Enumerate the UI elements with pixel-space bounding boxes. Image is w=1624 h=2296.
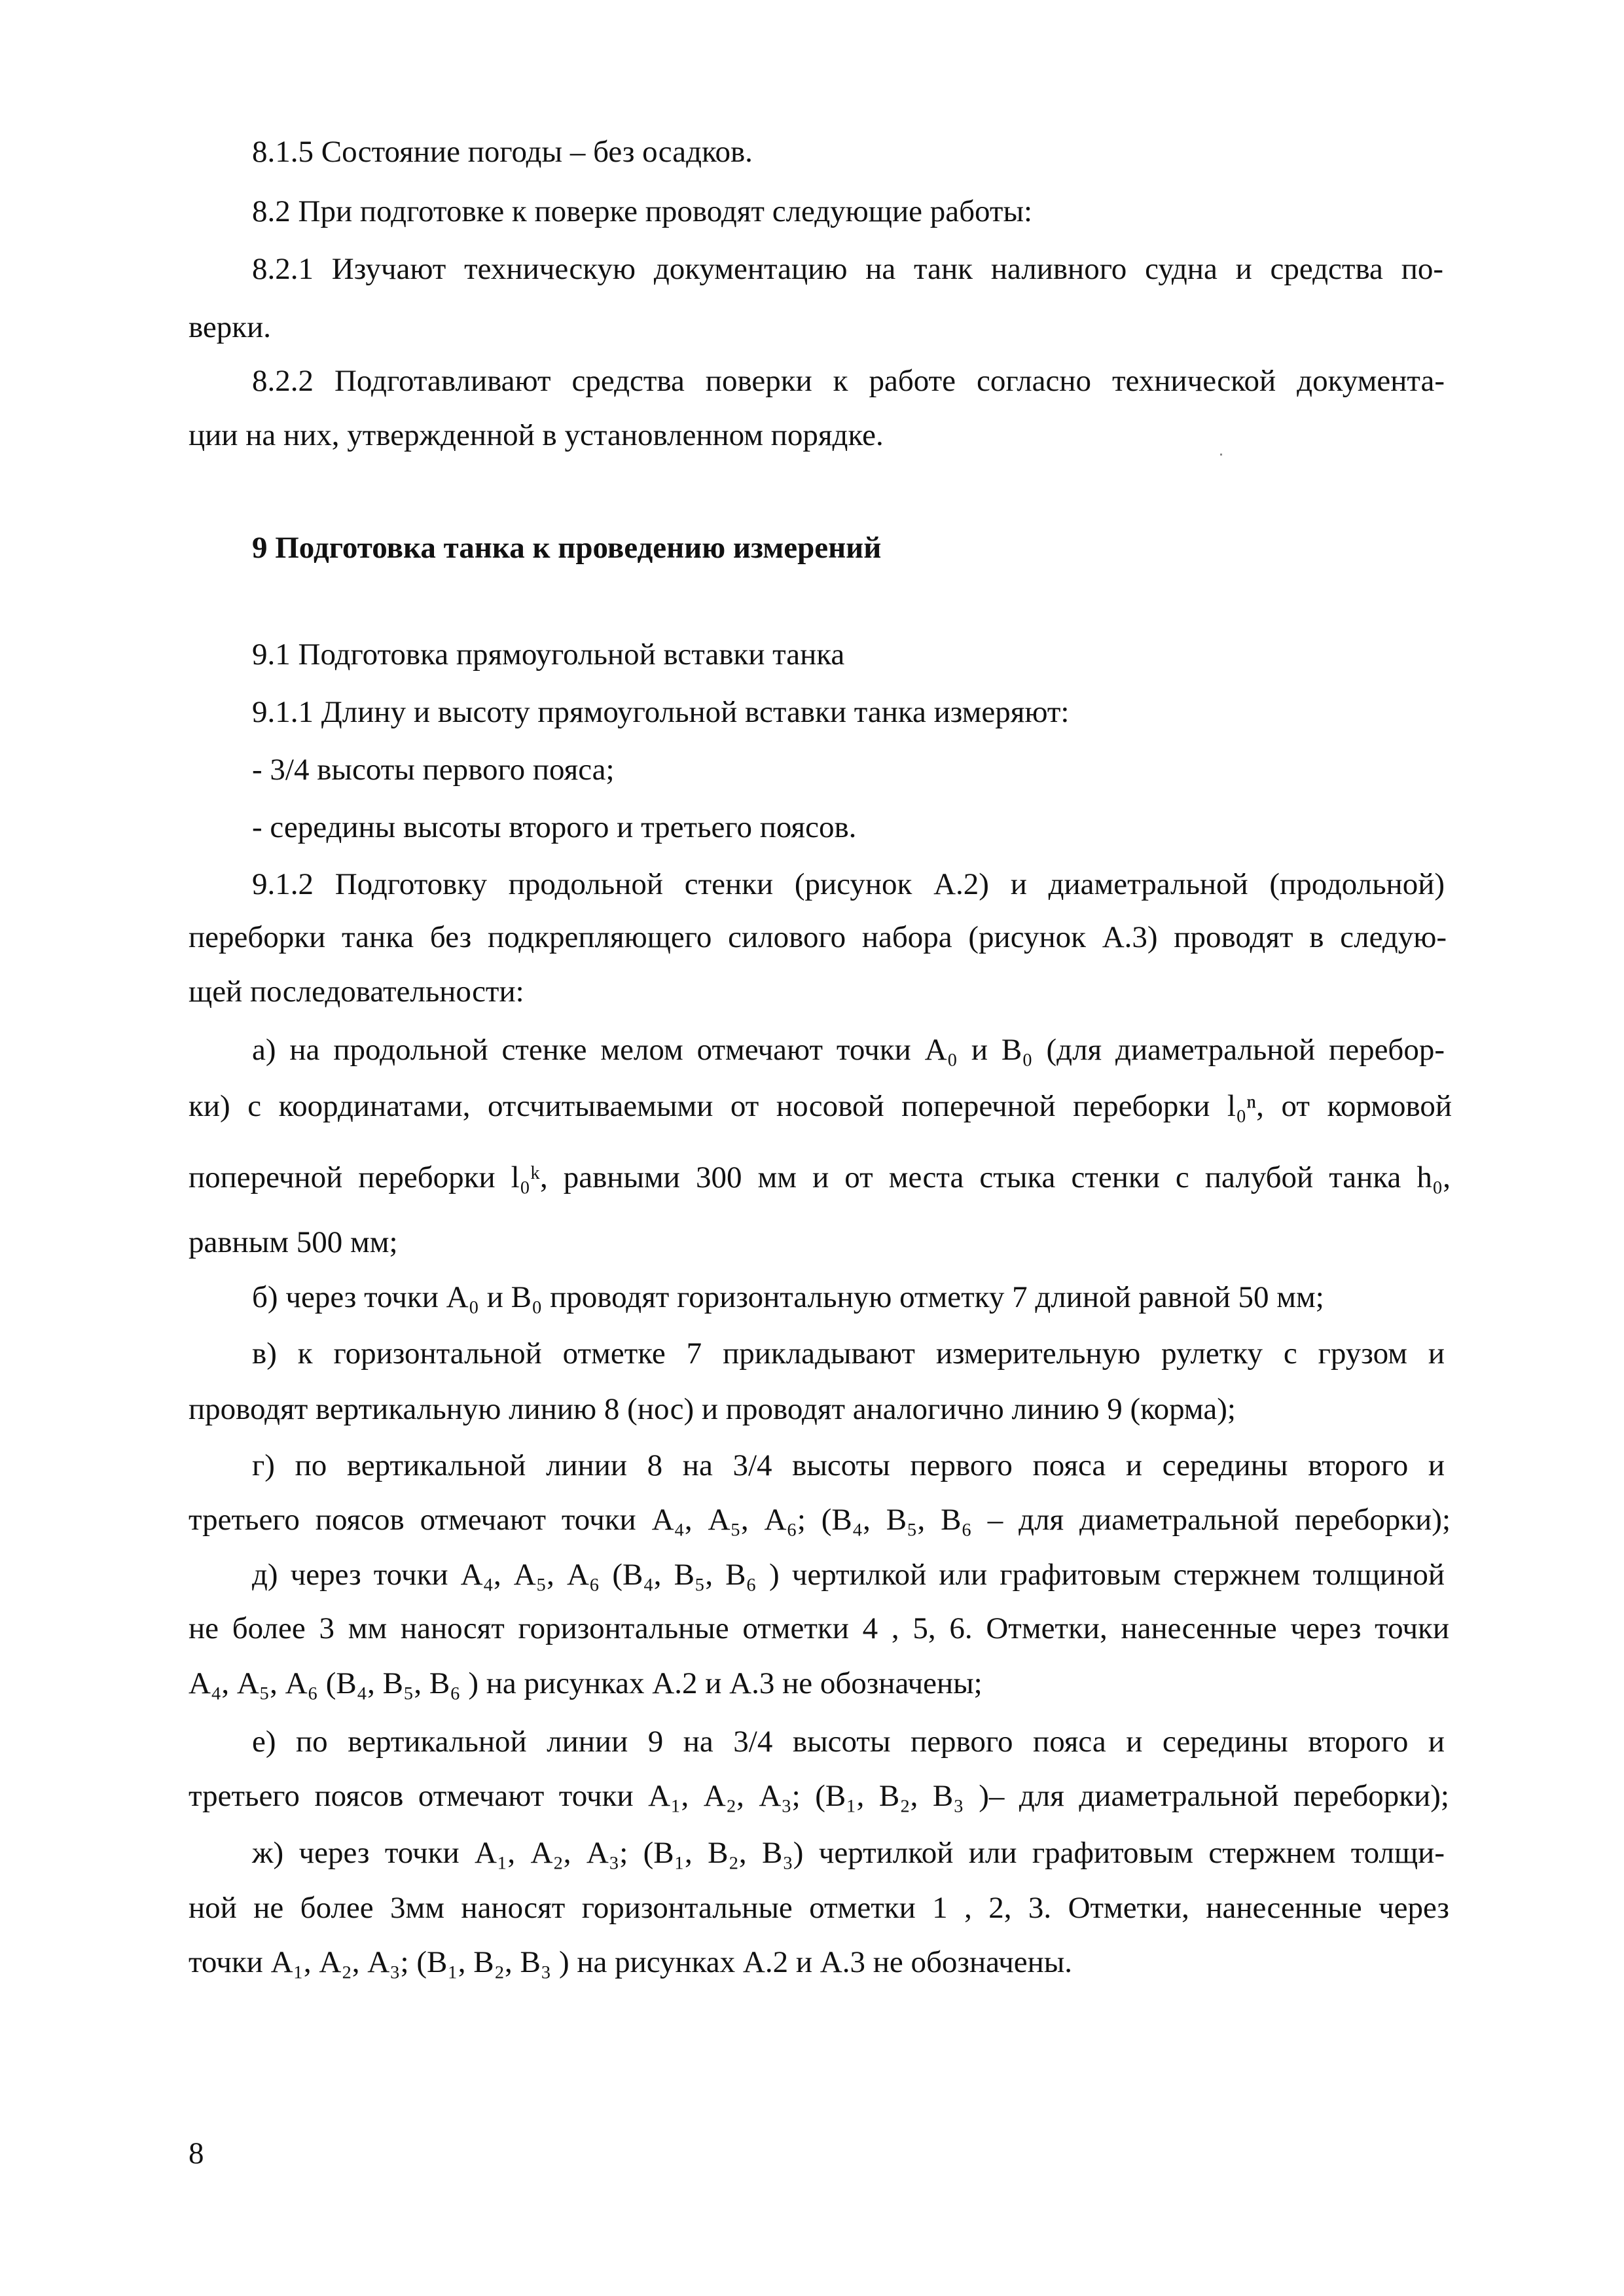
item-zh-line-1: ж) через точки А₁, А₂, А₃; (В₁, В₂, В₃) чертилкой или графитовым стержнем толщи- — [252, 1836, 1445, 1870]
paragraph-9-1-2-line-2: переборки танка без подкрепляющего силового набора (рисунок А.3) проводят в следую- — [189, 920, 1447, 954]
item-d-line-3: А₄, А₅, А₆ (В₄, В₅, В₆ ) на рисунках А.2 и А.3 не обозначены; — [189, 1666, 983, 1700]
item-b: б) через точки А₀ и В₀ проводят горизонтальную отметку 7 длиной равной 50 мм; — [252, 1280, 1324, 1314]
item-g-line-1: г) по вертикальной линии 8 на 3/4 высоты первого пояса и середины второго и — [252, 1448, 1445, 1482]
paragraph-8-2-1-line-2: верки. — [189, 310, 272, 344]
section-9-heading: 9 Подготовка танка к проведению измерений — [252, 531, 882, 565]
paragraph-8-2: 8.2 При подготовке к поверке проводят следующие работы: — [252, 194, 1033, 228]
page-number: 8 — [189, 2136, 204, 2170]
paragraph-9-1-2-line-1: 9.1.2 Подготовку продольной стенки (рисунок А.2) и диаметральной (продольной) — [252, 867, 1445, 901]
item-a-line-4: равным 500 мм; — [189, 1225, 398, 1259]
scan-speck — [1220, 454, 1222, 456]
paragraph-9-1: 9.1 Подготовка прямоугольной вставки танка — [252, 637, 845, 672]
paragraph-8-2-2-line-1: 8.2.2 Подготавливают средства поверки к работе согласно технической документа- — [252, 364, 1445, 398]
paragraph-9-1-1: 9.1.1 Длину и высоту прямоугольной вставки танка измеряют: — [252, 695, 1070, 729]
item-e-line-1: е) по вертикальной линии 9 на 3/4 высоты первого пояса и середины второго и — [252, 1725, 1445, 1759]
paragraph-8-2-2-line-2: ции на них, утвержденной в установленном порядке. — [189, 418, 884, 452]
paragraph-8-2-1-line-1: 8.2.1 Изучают техническую документацию на танк наливного судна и средства по- — [252, 252, 1443, 286]
item-d-line-1: д) через точки А₄, А₅, А₆ (В₄, В₅, В₆ ) чертилкой или графитовым стержнем толщиной — [252, 1558, 1445, 1592]
paragraph-9-1-2-line-3: щей последовательности: — [189, 975, 524, 1009]
item-g-line-2: третьего поясов отмечают точки А₄, А₅, А₆; (В₄, В₅, В₆ – для диаметральной переборки); — [189, 1503, 1451, 1537]
item-v-line-1: в) к горизонтальной отметке 7 прикладывают измерительную рулетку с грузом и — [252, 1336, 1445, 1371]
item-v-line-2: проводят вертикальную линию 8 (нос) и проводят аналогично линию 9 (корма); — [189, 1392, 1236, 1426]
paragraph-8-1-5: 8.1.5 Состояние погоды – без осадков. — [252, 135, 753, 169]
item-zh-line-2: ной не более 3мм наносят горизонтальные отметки 1 , 2, 3. Отметки, нанесенные через — [189, 1891, 1449, 1925]
list-item-second-third-belt: - середины высоты второго и третьего поясов. — [252, 810, 857, 844]
list-item-first-belt: - 3/4 высоты первого пояса; — [252, 753, 615, 787]
item-a-line-1: а) на продольной стенке мелом отмечают точки А₀ и В₀ (для диаметральной перебор- — [252, 1033, 1445, 1067]
item-zh-line-3: точки А₁, А₂, А₃; (В₁, В₂, В₃ ) на рисунках А.2 и А.3 не обозначены. — [189, 1945, 1073, 1979]
item-d-line-2: не более 3 мм наносят горизонтальные отметки 4 , 5, 6. Отметки, нанесенные через точки — [189, 1611, 1449, 1645]
item-a-line-3: поперечной переборки l₀ᵏ, равными 300 мм и от места стыка стенки с палубой танка h₀, — [189, 1160, 1451, 1194]
item-e-line-2: третьего поясов отмечают точки А₁, А₂, А₃; (В₁, В₂, В₃ )– для диаметральной переборки); — [189, 1779, 1449, 1813]
item-a-line-2: ки) с координатами, отсчитываемыми от носовой поперечной переборки l₀ⁿ, от кормовой — [189, 1089, 1452, 1123]
